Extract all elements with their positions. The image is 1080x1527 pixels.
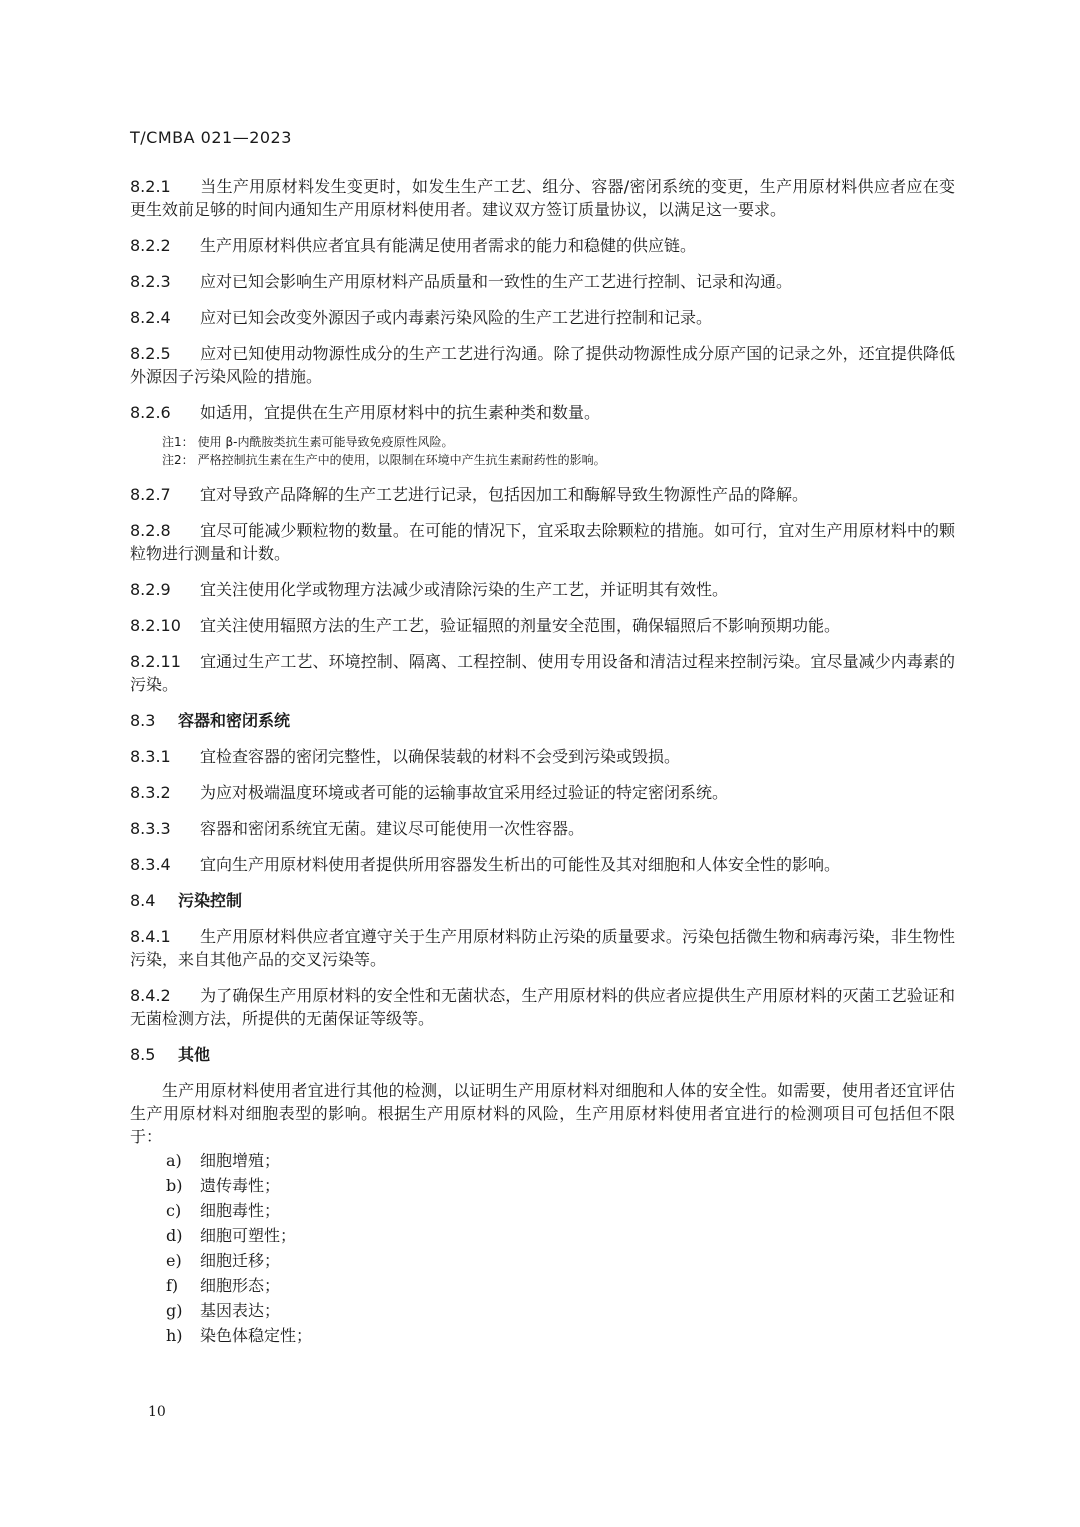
clause-8-2-10 [130, 614, 955, 637]
clause-number: 8.2.1 [130, 177, 171, 196]
clause-text: 应对已知会影响生产用原材料产品质量和一致性的生产工艺进行控制、记录和沟通。 [200, 272, 793, 291]
section-number: 8.4 [130, 891, 156, 910]
list-marker: d) [166, 1226, 183, 1245]
clause-number: 8.3.1 [130, 747, 171, 766]
list-text: 细胞毒性； [200, 1201, 281, 1220]
note-label: 注1： [162, 435, 194, 449]
section-title: 容器和密闭系统 [178, 711, 291, 730]
clause-8-2-7 [130, 483, 955, 506]
clause-8-3-1 [130, 745, 955, 768]
clause-8-2-9 [130, 578, 955, 601]
page-number: 10 [148, 1404, 166, 1420]
clause-number: 8.4.1 [130, 927, 171, 946]
clause-8-2-1 [130, 175, 955, 221]
section-number: 8.5 [130, 1045, 156, 1064]
clause-number: 8.2.11 [130, 652, 181, 671]
clause-8-2-11 [130, 650, 955, 696]
clause-text: 为了确保生产用原材料的安全性和无菌状态，生产用原材料的供应者应提供生产用原材料的灭菌工艺验证和无菌检测方法，所提供的无菌保证等级等。 [130, 986, 955, 1028]
clause-text: 如适用，宜提供在生产用原材料中的抗生素种类和数量。 [200, 403, 601, 422]
list-item [166, 1298, 955, 1323]
note-text: 使用 β-内酰胺类抗生素可能导致免疫原性风险。 [197, 435, 454, 449]
clause-text: 应对已知会改变外源因子或内毒素污染风险的生产工艺进行控制和记录。 [200, 308, 713, 327]
section-heading-8-5 [130, 1043, 955, 1066]
clause-8-3-2 [130, 781, 955, 804]
clause-number: 8.2.2 [130, 236, 171, 255]
list-marker: a) [166, 1151, 182, 1170]
clause-number: 8.2.10 [130, 616, 181, 635]
clause-number: 8.3.4 [130, 855, 171, 874]
clause-8-3-3 [130, 817, 955, 840]
section-8-5-intro: 生产用原材料使用者宜进行其他的检测，以证明生产用原材料对细胞和人体的安全性。如需要，使用者还宜评估生产用原材料对细胞表型的影响。根据生产用原材料的风险，生产用原材料使用者宜进行的检测项目可包括但不限于： [130, 1081, 955, 1146]
standard-code: T/CMBA 021—2023 [130, 128, 292, 147]
clause-8-2-8 [130, 519, 955, 565]
document-body [130, 175, 955, 1348]
section-number: 8.3 [130, 711, 156, 730]
clause-number: 8.3.2 [130, 783, 171, 802]
list-text: 遗传毒性； [200, 1176, 281, 1195]
section-title: 污染控制 [178, 891, 243, 910]
note-1 [162, 433, 955, 451]
clause-text: 当生产用原材料发生变更时，如发生生产工艺、组分、容器/密闭系统的变更，生产用原材料供应者应在变更生效前足够的时间内通知生产用原材料使用者。建议双方签订质量协议，以满足这一要求。 [130, 177, 955, 219]
list-marker: b) [166, 1176, 183, 1195]
clause-8-3-4 [130, 853, 955, 876]
list-marker: h) [166, 1326, 183, 1345]
clause-8-2-6 [130, 401, 955, 424]
clause-8-4-2 [130, 984, 955, 1030]
clause-8-2-5 [130, 342, 955, 388]
list-item [166, 1173, 955, 1198]
clause-text: 宜向生产用原材料使用者提供所用容器发生析出的可能性及其对细胞和人体安全性的影响。 [200, 855, 841, 874]
clause-text: 宜检查容器的密闭完整性，以确保装载的材料不会受到污染或毁损。 [200, 747, 681, 766]
list-text: 细胞增殖； [200, 1151, 281, 1170]
list-item [166, 1248, 955, 1273]
list-marker: g) [166, 1301, 183, 1320]
test-items-list [130, 1148, 955, 1348]
list-text: 细胞可塑性； [200, 1226, 297, 1245]
clause-number: 8.2.7 [130, 485, 171, 504]
list-text: 染色体稳定性； [200, 1326, 313, 1345]
note-label: 注2： [162, 453, 194, 467]
clause-number: 8.4.2 [130, 986, 171, 1005]
clause-text: 宜对导致产品降解的生产工艺进行记录，包括因加工和酶解导致生物源性产品的降解。 [200, 485, 809, 504]
note-2 [162, 451, 955, 469]
list-item [166, 1148, 955, 1173]
clause-text: 生产用原材料供应者宜具有能满足使用者需求的能力和稳健的供应链。 [200, 236, 697, 255]
list-marker: e) [166, 1251, 182, 1270]
clause-text: 宜尽可能减少颗粒物的数量。在可能的情况下，宜采取去除颗粒的措施。如可行，宜对生产用原材料中的颗粒物进行测量和计数。 [130, 521, 955, 563]
clause-text: 为应对极端温度环境或者可能的运输事故宜采用经过验证的特定密闭系统。 [200, 783, 729, 802]
list-marker: c) [166, 1201, 182, 1220]
clause-number: 8.2.3 [130, 272, 171, 291]
clause-text: 生产用原材料供应者宜遵守关于生产用原材料防止污染的质量要求。污染包括微生物和病毒污染，非生物性污染，来自其他产品的交叉污染等。 [130, 927, 955, 969]
clause-8-4-1 [130, 925, 955, 971]
clause-text: 宜关注使用化学或物理方法减少或清除污染的生产工艺，并证明其有效性。 [200, 580, 729, 599]
note-text: 严格控制抗生素在生产中的使用，以限制在环境中产生抗生素耐药性的影响。 [197, 453, 606, 467]
list-item [166, 1198, 955, 1223]
list-marker: f) [166, 1276, 179, 1295]
list-item [166, 1323, 955, 1348]
list-item [166, 1223, 955, 1248]
section-title: 其他 [178, 1045, 211, 1064]
clause-text: 宜通过生产工艺、环境控制、隔离、工程控制、使用专用设备和清洁过程来控制污染。宜尽量减少内毒素的污染。 [130, 652, 955, 694]
list-item [166, 1273, 955, 1298]
clause-text: 容器和密闭系统宜无菌。建议尽可能使用一次性容器。 [200, 819, 585, 838]
clause-number: 8.2.4 [130, 308, 171, 327]
notes-block [130, 433, 955, 469]
clause-number: 8.3.3 [130, 819, 171, 838]
list-text: 基因表达； [200, 1301, 281, 1320]
clause-number: 8.2.9 [130, 580, 171, 599]
list-text: 细胞形态； [200, 1276, 281, 1295]
clause-8-2-2 [130, 234, 955, 257]
clause-text: 宜关注使用辐照方法的生产工艺，验证辐照的剂量安全范围，确保辐照后不影响预期功能。 [200, 616, 841, 635]
clause-text: 应对已知使用动物源性成分的生产工艺进行沟通。除了提供动物源性成分原产国的记录之外，还宜提供降低外源因子污染风险的措施。 [130, 344, 955, 386]
section-heading-8-3 [130, 709, 955, 732]
clause-8-2-4 [130, 306, 955, 329]
clause-number: 8.2.8 [130, 521, 171, 540]
section-heading-8-4 [130, 889, 955, 912]
list-text: 细胞迁移； [200, 1251, 281, 1270]
clause-number: 8.2.5 [130, 344, 171, 363]
clause-8-2-3 [130, 270, 955, 293]
clause-number: 8.2.6 [130, 403, 171, 422]
